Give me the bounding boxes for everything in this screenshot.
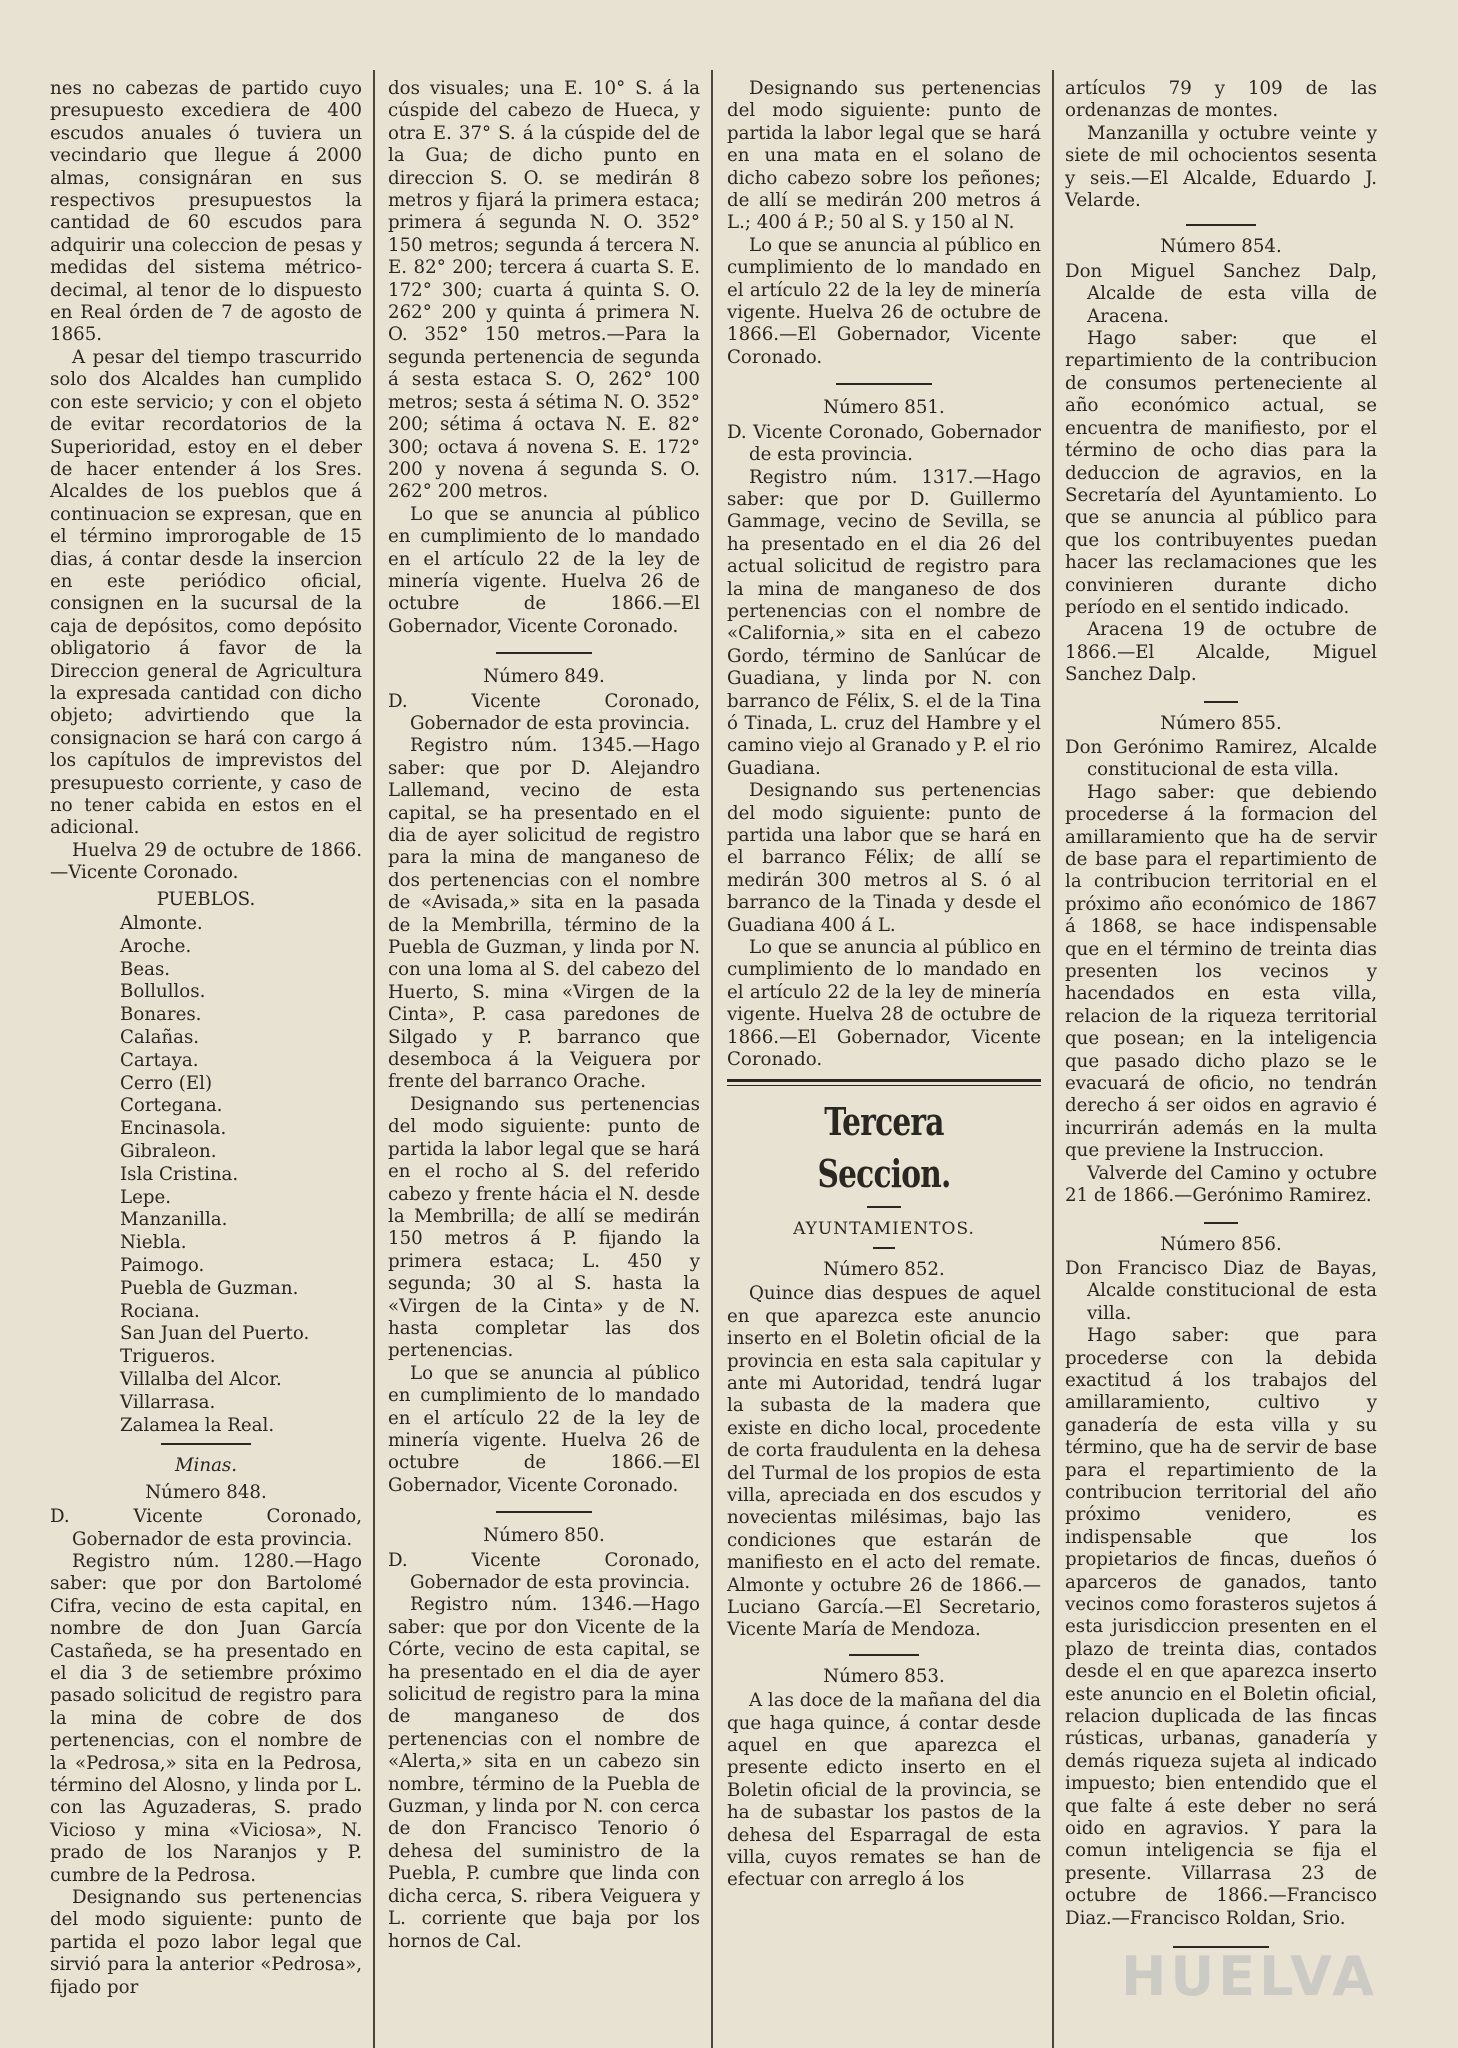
list-item: Almonte. [120, 913, 203, 935]
notice-number: Número 849. [483, 666, 605, 688]
archive-watermark: HUELVA [1121, 1945, 1378, 2008]
paragraph: Designando sus pertenencias del modo siguiente: punto de partida la labor legal que se hará en una mata en el solano de dicho cabezo sobre los peñones; de allí se medirán 200 metros á L.; 400 á P.; 50 al S. y 150 al N. [727, 78, 1041, 234]
paragraph: dos visuales; una E. 10° S. á la cúspide del cabezo de Hueca, y otra E. 37° S. á la cúspide del de la Gua; de dicho punto en direccion S. O. se medirán 8 metros y fijará la primera estaca; primera á segunda N. O. 352° 150 metros; segunda á tercera N. E. 82° 200; tercera á cuarta S. E. 172° 300; cuarta á quinta S. O. 262° 200 y quinta á primera N. O. 352° 150 metros.—Para la segunda pertenencia de segunda á sesta estaca S. O, 262° 100 metros; sesta á sétima N. O. 352° 200; sétima á octava N. E. 82° 300; octava á novena S. E. 172° 200 y novena á segunda S. O. 262° 200 metros. [388, 78, 700, 503]
list-item: Cerro (El) [120, 1072, 213, 1094]
notice-number: Número 854. [1160, 236, 1282, 258]
divider [867, 1206, 901, 1208]
list-item: San Juan del Puerto. [120, 1323, 310, 1345]
notice-heading: Don Francisco Diaz de Bayas, Alcalde constitucional de esta villa. [1065, 1257, 1377, 1324]
notice-number: Número 853. [823, 1665, 945, 1687]
divider [496, 652, 592, 654]
paragraph: Lo que se anuncia al público en cumplimiento de lo mandado en el artículo 22 de la ley de minería vigente. Huelva 26 de octubre de 1866.—El Gobernador, Vicente Coronado. [727, 234, 1041, 368]
column-4 [1065, 78, 1377, 1978]
list-item: Cortegana. [120, 1095, 223, 1117]
list-item: Gibraleon. [120, 1141, 217, 1162]
list-item: Rociana. [120, 1300, 200, 1322]
paragraph: A pesar del tiempo trascurrido solo dos Alcaldes han cumplido con este servicio; y con el objeto de evitar recordatorios de la Superioridad, estoy en el deber de hacer entender á los Sres. Alcaldes de los pueblos que á continuacion se expresan, que en el término improrogable de 15 dias, á contar desde la insercion en este periódico oficial, consignen en la sucursal de la caja de depósitos, como depósito obligatorio á favor de la Direccion general de Agricultura la expresada cantidad con dicho objeto; advirtiendo que la consignacion se hará con cargo á los capítulos de imprevistos del presupuesto corriente, y caso de no tener cabida en estos en el adicional. [50, 346, 362, 839]
list-item: Cartaya. [120, 1049, 199, 1071]
column-rule [1052, 70, 1054, 2048]
divider [1186, 224, 1256, 226]
list-item: Bollullos. [120, 981, 206, 1003]
pueblos-title: PUEBLOS. [156, 888, 256, 910]
paragraph: Lo que se anuncia al público en cumplimiento de lo mandado en el artículo 22 de la ley de minería vigente. Huelva 28 de octubre de 1866.—El Gobernador, Vicente Coronado. [727, 937, 1041, 1071]
notice-number: Número 852. [823, 1258, 945, 1280]
notice-heading: Don Gerónimo Ramirez, Alcalde constitucional de esta villa. [1065, 736, 1377, 781]
list-item: Aroche. [120, 935, 192, 957]
paragraph: Manzanilla y octubre veinte y siete de mil ochocientos sesenta y seis.—El Alcalde, Eduardo J. Velarde. [1065, 122, 1377, 212]
paragraph: A las doce de la mañana del dia que haga quince, á contar desde aquel en que aparezca el presente edicto inserto en el Boletin oficial de la provincia, se ha de subastar los pastos de la dehesa del Esparragal de esta villa, cuyos remates se han de efectuar con arreglo á los [727, 1690, 1041, 1891]
divider [873, 1247, 895, 1249]
list-item: Beas. [120, 958, 171, 980]
paragraph: Huelva 29 de octubre de 1866.—Vicente Coronado. [50, 839, 362, 884]
paragraph: Designando sus pertenencias del modo siguiente: punto de partida la labor legal que se hará en el rocho al S. del referido cabezo y frente hácia el N. desde la Membrilla; de allí se medirán 150 metros á P. fijando la primera estaca; L. 450 y segunda; 30 al S. hasta la «Virgen de la Cinta» y de N. hasta completar las dos pertenencias. [388, 1093, 700, 1362]
notice-number: Número 848. [145, 1481, 267, 1503]
list-item: Villarrasa. [120, 1391, 216, 1413]
notice-heading: D. Vicente Coronado, Gobernador de esta provincia. [727, 421, 1041, 466]
list-item: Puebla de Guzman. [120, 1277, 299, 1299]
list-item: Manzanilla. [120, 1209, 228, 1231]
list-item: Zalamea la Real. [120, 1414, 275, 1436]
list-item: Calañas. [120, 1027, 200, 1049]
divider [836, 383, 932, 385]
paragraph: Designando sus pertenencias del modo siguiente: punto de partida una labor que se hará en el barranco Félix; de allí se medirán 300 metros al S. ó al barranco de la Tinada y desde el Guadiana 400 á L. [727, 780, 1041, 936]
notice-heading: D. Vicente Coronado, Gobernador de esta provincia. [388, 1549, 700, 1593]
section-label-minas: Minas. [174, 1455, 238, 1477]
column-2 [388, 78, 700, 1978]
subsection-title: AYUNTAMIENTOS. [793, 1219, 975, 1240]
section-divider [727, 1079, 1041, 1086]
list-item: Lepe. [120, 1186, 172, 1208]
section-title: Tercera Seccion. [817, 1099, 951, 1197]
paragraph: Hago saber: que el repartimiento de la contribucion de consumos perteneciente al año económico actual, se encuentra de manifiesto, por el término de ocho dias para la deduccion de agravios, en la Secretaría del Ayuntamiento. Lo que se anuncia al público para que los contribuyentes puedan hacer las reclamaciones que les convinieren durante dicho período en el sentido indicado. [1065, 328, 1377, 618]
divider [496, 1511, 592, 1513]
notice-number: Número 850. [483, 1525, 605, 1547]
list-item: Paimogo. [120, 1254, 205, 1276]
paragraph: Aracena 19 de octubre de 1866.—El Alcalde, Miguel Sanchez Dalp. [1065, 619, 1377, 686]
list-item: Trigueros. [120, 1346, 216, 1368]
paragraph: Hago saber: que para procederse con la debida exactitud á los trabajos del amillaramiento, cultivo y ganadería de esta villa y su término, que ha de servir de base para el repartimiento de la contribucion territorial del año próximo venidero, es indispensable que los propietarios de fincas, dueños ó aparceros de ganados, tanto vecinos como forasteros sujetos á esta jurisdiccion presenten en el plazo de treinta dias, contados desde el en que aparezca inserto este anuncio en el Boletin oficial, relacion duplicada de las fincas rústicas, urbanas, ganadería y demás riqueza sujeta al indicado impuesto; bien entendido que el que falte á este deber no será oido en agravios. Y para la comun inteligencia se fija el presente. Villarrasa 23 de octubre de 1866.—Francisco Diaz.—Francisco Roldan, Srio. [1065, 1325, 1377, 1929]
paragraph: Valverde del Camino y octubre 21 de 1866.—Gerónimo Ramirez. [1065, 1162, 1377, 1207]
paragraph: Quince dias despues de aquel en que aparezca este anuncio inserto en el Boletin oficial de la provincia en esta sala capitular y ante mi Autoridad, tendrá lugar la subasta de la madera que existe en dicho local, procedente de corta fraudulenta en la dehesa del Turmal de los propios de esta villa, apreciada en dos escudos y novecientas milésimas, bajo las condiciones que estarán de manifiesto en el acto del remate. Almonte y octubre 26 de 1866.—Luciano García.—El Secretario, Vicente María de Mendoza. [727, 1283, 1041, 1641]
paragraph: Hago saber: que debiendo procederse á la formacion del amillaramiento que ha de servir de base para el repartimiento de la contribucion territorial en el próximo año económico de 1867 á 1868, se hace indispensable que en el término de treinta dias presenten los vecinos y hacendados en esta villa, relacion de la riqueza territorial que posean; en la inteligencia que pasado dicho plazo se le evacuará de oficio, no tendrán derecho á ser oidos en agravio é incurrirán además en la multa que previene la Instruccion. [1065, 781, 1377, 1162]
list-item: Bonares. [120, 1004, 202, 1026]
paragraph: Registro núm. 1317.—Hago saber: que por D. Guillermo Gammage, vecino de Sevilla, se ha presentado en el dia 26 del actual solicitud de registro para la mina de manganeso de dos pertenencias con el nombre de «California,» sita en el cabezo Gordo, término de Sanlúcar de Guadiana, y linda por N. con barranco de Félix, S. el de la Tina ó Tinada, L. cruz del Hambre y el camino viejo al Granado y P. el rio Guadiana. [727, 466, 1041, 779]
column-rule [373, 70, 375, 2048]
paragraph: Lo que se anuncia al público en cumplimiento de lo mandado en el artículo 22 de la ley de minería vigente. Huelva 26 de octubre de 1866.—El Gobernador, Vicente Coronado. [388, 1362, 700, 1496]
divider [1204, 701, 1238, 703]
paragraph: Registro núm. 1346.—Hago saber: que por don Vicente de la Córte, vecino de esta capital, se ha presentado en el dia de ayer solicitud de registro para la mina de manganeso de dos pertenencias con el nombre de «Alerta,» sita en un cabezo sin nombre, término de la Puebla de Guzman, y linda por N. con cerca de don Francisco Tenorio ó dehesa del suministro de la Puebla, P. cumbre que linda con dicha cerca, S. ribera Veiguera y L. corriente que baja por los hornos de Cal. [388, 1594, 700, 1952]
paragraph: Designando sus pertenencias del modo siguiente: punto de partida el pozo labor legal que sirvió para la anterior «Pedrosa», fijado por [50, 1887, 362, 1998]
paragraph: artículos 79 y 109 de las ordenanzas de montes. [1065, 78, 1377, 122]
list-item: Encinasola. [120, 1118, 227, 1140]
divider [849, 1654, 919, 1656]
notice-number: Número 851. [823, 397, 945, 419]
paragraph: Registro núm. 1345.—Hago saber: que por D. Alejandro Lallemand, vecino de esta capital, se ha presentado en el dia de ayer solicitud de registro para la mina de manganeso de dos pertenencias con el nombre de «Avisada,» sita en la pasada de la Membrilla, término de la Puebla de Guzman, y linda por N. con una loma al S. del cabezo del Huerto, S. mina «Virgen de la Cinta», P. casa paredones de Silgado y P. barranco que desemboca á la Veiguera por frente del barranco Orache. [388, 735, 700, 1093]
notice-number: Número 856. [1160, 1233, 1282, 1255]
column-1 [50, 78, 362, 1998]
pueblos-list [120, 913, 362, 1437]
notice-heading: D. Vicente Coronado, Gobernador de esta provincia. [388, 690, 700, 734]
notice-heading: Don Miguel Sanchez Dalp, Alcalde de esta villa de Aracena. [1065, 260, 1377, 327]
notice-number: Número 855. [1160, 712, 1282, 734]
list-item: Villalba del Alcor. [120, 1368, 282, 1390]
divider [161, 1443, 251, 1445]
list-item: Niebla. [120, 1232, 187, 1254]
column-3 [727, 78, 1041, 1978]
column-rule [711, 70, 713, 2048]
paragraph: Lo que se anuncia al público en cumplimiento de lo mandado en el artículo 22 de la ley de minería vigente. Huelva 26 de octubre de 1866.—El Gobernador, Vicente Coronado. [388, 503, 700, 637]
paragraph: Registro núm. 1280.—Hago saber: que por don Bartolomé Cifra, vecino de esta capital, en nombre de don Juan García Castañeda, se ha presentado en el dia 3 de setiembre próximo pasado solicitud de registro para la mina de cobre de dos pertenencias, con el nombre de la «Pedrosa,» sita en la Pedrosa, término del Alosno, y linda por L. con las Aguzaderas, S. prado Vicioso y mina «Viciosa», N. prado de los Naranjos y P. cumbre de la Pedrosa. [50, 1550, 362, 1886]
divider [1204, 1222, 1238, 1224]
list-item: Isla Cristina. [120, 1163, 239, 1185]
paragraph: nes no cabezas de partido cuyo presupuesto excediera de 400 escudos anuales ó tuviera un vecindario que llegue á 2000 almas, consignáran en sus respectivos presupuestos la cantidad de 60 escudos para adquirir una coleccion de pesas y medidas del sistema métrico-decimal, al tenor de lo dispuesto en Real órden de 7 de agosto de 1865. [50, 78, 362, 346]
notice-heading: D. Vicente Coronado, Gobernador de esta provincia. [50, 1506, 362, 1550]
